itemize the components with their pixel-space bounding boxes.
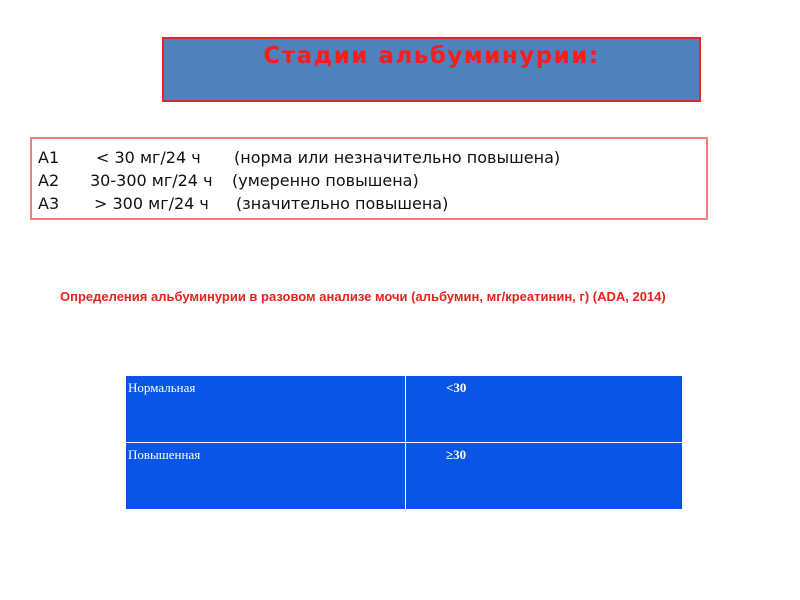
table-cell-category: Нормальная: [126, 376, 406, 443]
stages-list: [30, 137, 708, 220]
stage-code: A3: [38, 194, 60, 213]
stage-code: A2: [38, 171, 60, 190]
stage-value: 30-300 мг/24 ч: [90, 171, 213, 190]
stage-description: (умеренно повышена): [232, 171, 419, 190]
stage-description: (норма или незначительно повышена): [234, 148, 561, 167]
table-cell-value: <30: [406, 376, 683, 443]
stage-value: < 30 мг/24 ч: [96, 148, 201, 167]
title-banner: [162, 37, 701, 102]
stage-code: A1: [38, 148, 60, 167]
page-title: Стадии альбуминурии:: [263, 43, 600, 69]
table-cell-category: Повышенная: [126, 443, 406, 510]
ada-definition-caption: Определения альбуминурии в разовом анализе мочи (альбумин, мг/креатинин, г) (ADA, 2014): [60, 289, 666, 304]
stage-description: (значительно повышена): [236, 194, 449, 213]
albuminuria-table: [125, 375, 683, 510]
table-row: [126, 443, 683, 510]
table-cell-value: ≥30: [406, 443, 683, 510]
stage-value: > 300 мг/24 ч: [94, 194, 209, 213]
table-row: [126, 376, 683, 443]
